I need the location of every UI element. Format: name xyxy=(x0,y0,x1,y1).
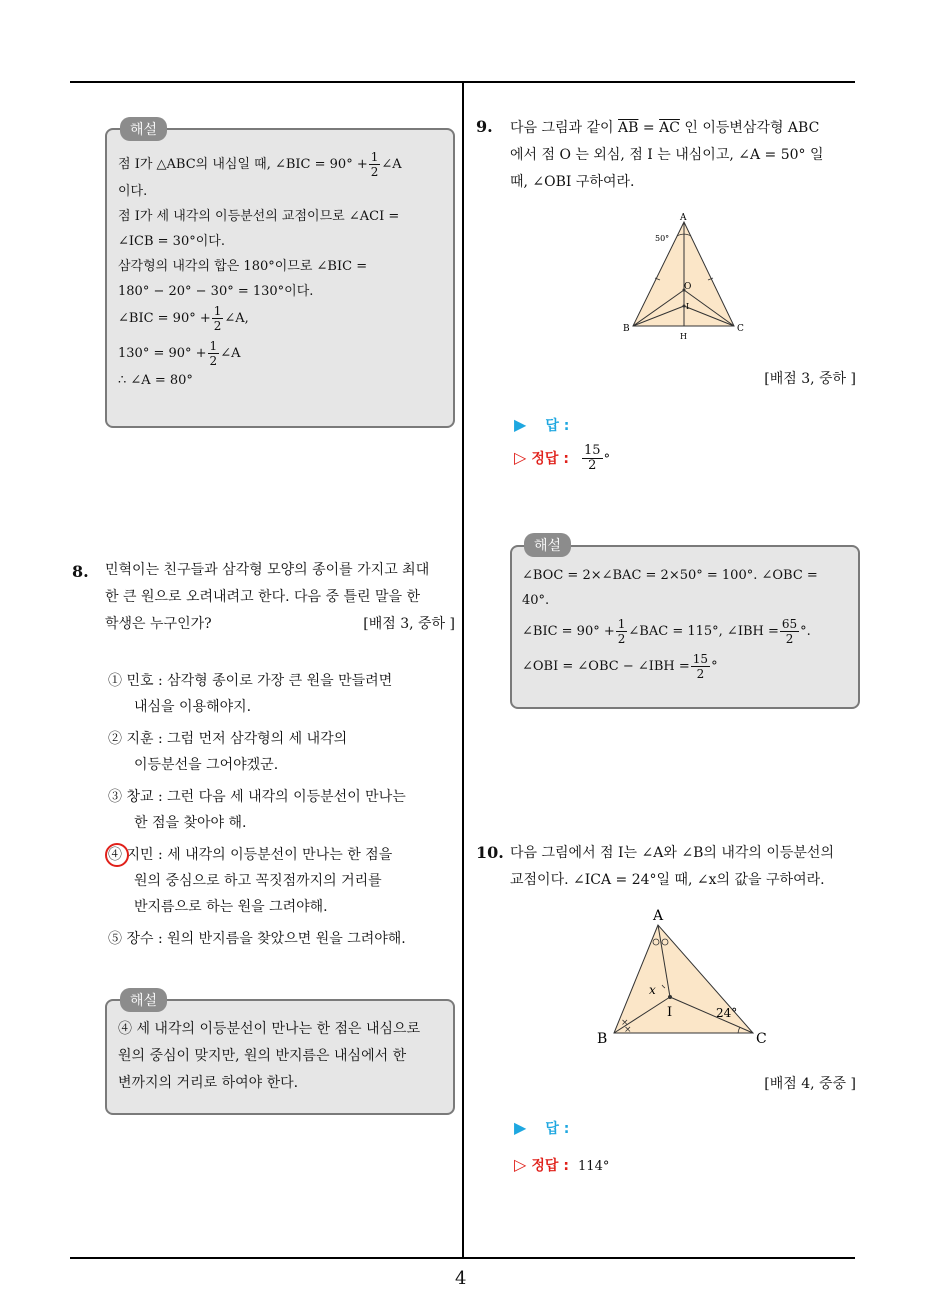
question-9-number: 9. xyxy=(476,117,493,136)
solution-tag: 해설 xyxy=(120,988,167,1012)
solution-2-text: ④ 세 내각의 이등분선이 만나는 한 점은 내심으로 원의 중심이 맞지만, 원의 반지름은 내심에서 한 변까지의 거리로 하여야 한다. xyxy=(118,1021,421,1091)
solution-tag: 해설 xyxy=(120,117,167,141)
vertex-c-label: C xyxy=(737,324,744,334)
blue-triangle-icon: ▶ xyxy=(514,415,527,434)
choice-3[interactable]: ③ 창교 : 그런 다음 세 내각의 이등분선이 만나는 한 점을 찾아야 해. xyxy=(108,789,406,831)
solution-3-text: ∠BOC = 2×∠BAC = 2×50° = 100°. ∠OBC = 40°. ∠BIC = 90° + $\frac{1}{2}$ ∠BAC = 115°, ∠IBH = $\frac{65}{2}$ °. ∠OBI = ∠OBC − ∠IBH = $\frac{15}{2}$ ° xyxy=(522,568,818,681)
point-o-label: O xyxy=(684,282,692,292)
question-9-text: 다음 그림과 같이 $\overline{AB} = \overline{AC}$ 인 이등변삼각형 ABC 에서 점 O 는 외심, 점 I 는 내심이고, ∠A = 50° 일 때, ∠OBI 구하여라. xyxy=(510,120,824,190)
column-divider xyxy=(462,81,464,1259)
red-triangle-outline-icon: ▷ xyxy=(514,1155,527,1174)
svg-text:×: × xyxy=(621,1018,629,1028)
angle-a-label: 50° xyxy=(655,234,670,243)
question-10-correct-row: ▷ 정답 : 114° xyxy=(514,1155,610,1174)
red-triangle-outline-icon: ▷ xyxy=(514,448,527,467)
choice-4[interactable]: ④ 지민 : 세 내각의 이등분선이 만나는 한 점을 원의 중심으로 하고 꼭짓점까지의 거리를 반지름으로 하는 원을 그려야해. xyxy=(108,842,453,920)
vertex-a-label: A xyxy=(653,908,664,924)
svg-text:×: × xyxy=(624,1025,632,1035)
vertex-a-label: A xyxy=(680,213,687,223)
page-number: 4 xyxy=(455,1268,467,1289)
point-i-label: I xyxy=(667,1005,673,1020)
question-8-score: [배점 3, 중하 ] xyxy=(363,616,455,632)
question-10-figure xyxy=(590,905,775,1047)
vertex-b-label: B xyxy=(623,324,630,334)
question-8-text: 민혁이는 친구들과 삼각형 모양의 종이를 가지고 최대 한 큰 원으로 오려내려고 한다. 다음 중 틀린 말을 한 학생은 누구인가? [배점 3, 중하 ] xyxy=(105,557,455,638)
choice-5[interactable]: ⑤ 장수 : 원의 반지름을 찾았으면 원을 그려야해. xyxy=(108,931,406,947)
solution-tag: 해설 xyxy=(524,533,571,557)
question-9-score: [배점 3, 중하 ] xyxy=(764,371,856,387)
question-8-choices xyxy=(108,668,453,952)
vertex-c-label: C xyxy=(756,1031,767,1047)
bottom-rule xyxy=(70,1257,855,1259)
choice-2[interactable]: ② 지훈 : 그럼 먼저 삼각형의 세 내각의 이등분선을 그어야겠군. xyxy=(108,731,348,773)
vertex-b-label: B xyxy=(597,1031,608,1047)
question-8-number: 8. xyxy=(72,562,89,581)
question-9-correct-row: ▷ 정답 : $\frac{15}{2}$ ° xyxy=(514,443,611,473)
question-10-text: 다음 그림에서 점 I는 ∠A와 ∠B의 내각의 이등분선의 교점이다. ∠ICA = 24°일 때, ∠x의 값을 구하여라. xyxy=(510,845,834,888)
question-9-answer-row: ▶ 답 : xyxy=(514,415,570,434)
solution-1-text: 점 I가 △ABC의 내심일 때, ∠BIC = 90° + $\frac{1}{2}$ ∠A 이다. 점 I가 세 내각의 이등분선의 교점이므로 ∠ACI = ∠ICB = 30°이다. 삼각형의 내각의 합은 180°이므로 ∠BIC = 180° − 20° − 30° = 130°이다. ∠BIC = 90° + $\frac{1}{2}$ ∠A, 130° = 90° + $\frac{1}{2}$ ∠A ∴ ∠A = 80° xyxy=(118,150,402,388)
question-10-answer-row: ▶ 답 : xyxy=(514,1118,570,1137)
question-10-number: 10. xyxy=(476,843,504,862)
point-h-label: H xyxy=(680,332,687,341)
question-9-figure xyxy=(620,210,750,345)
choice-1[interactable]: ① 민호 : 삼각형 종이로 가장 큰 원을 만들려면 내심을 이용해야지. xyxy=(108,673,393,715)
question-10-score: [배점 4, 중중 ] xyxy=(764,1076,856,1092)
correct-answer-circle xyxy=(102,840,132,870)
angle-c-label: 24° xyxy=(716,1006,738,1020)
angle-x-label: x xyxy=(649,983,656,997)
blue-triangle-icon: ▶ xyxy=(514,1118,527,1137)
point-i-label: I xyxy=(686,302,690,311)
